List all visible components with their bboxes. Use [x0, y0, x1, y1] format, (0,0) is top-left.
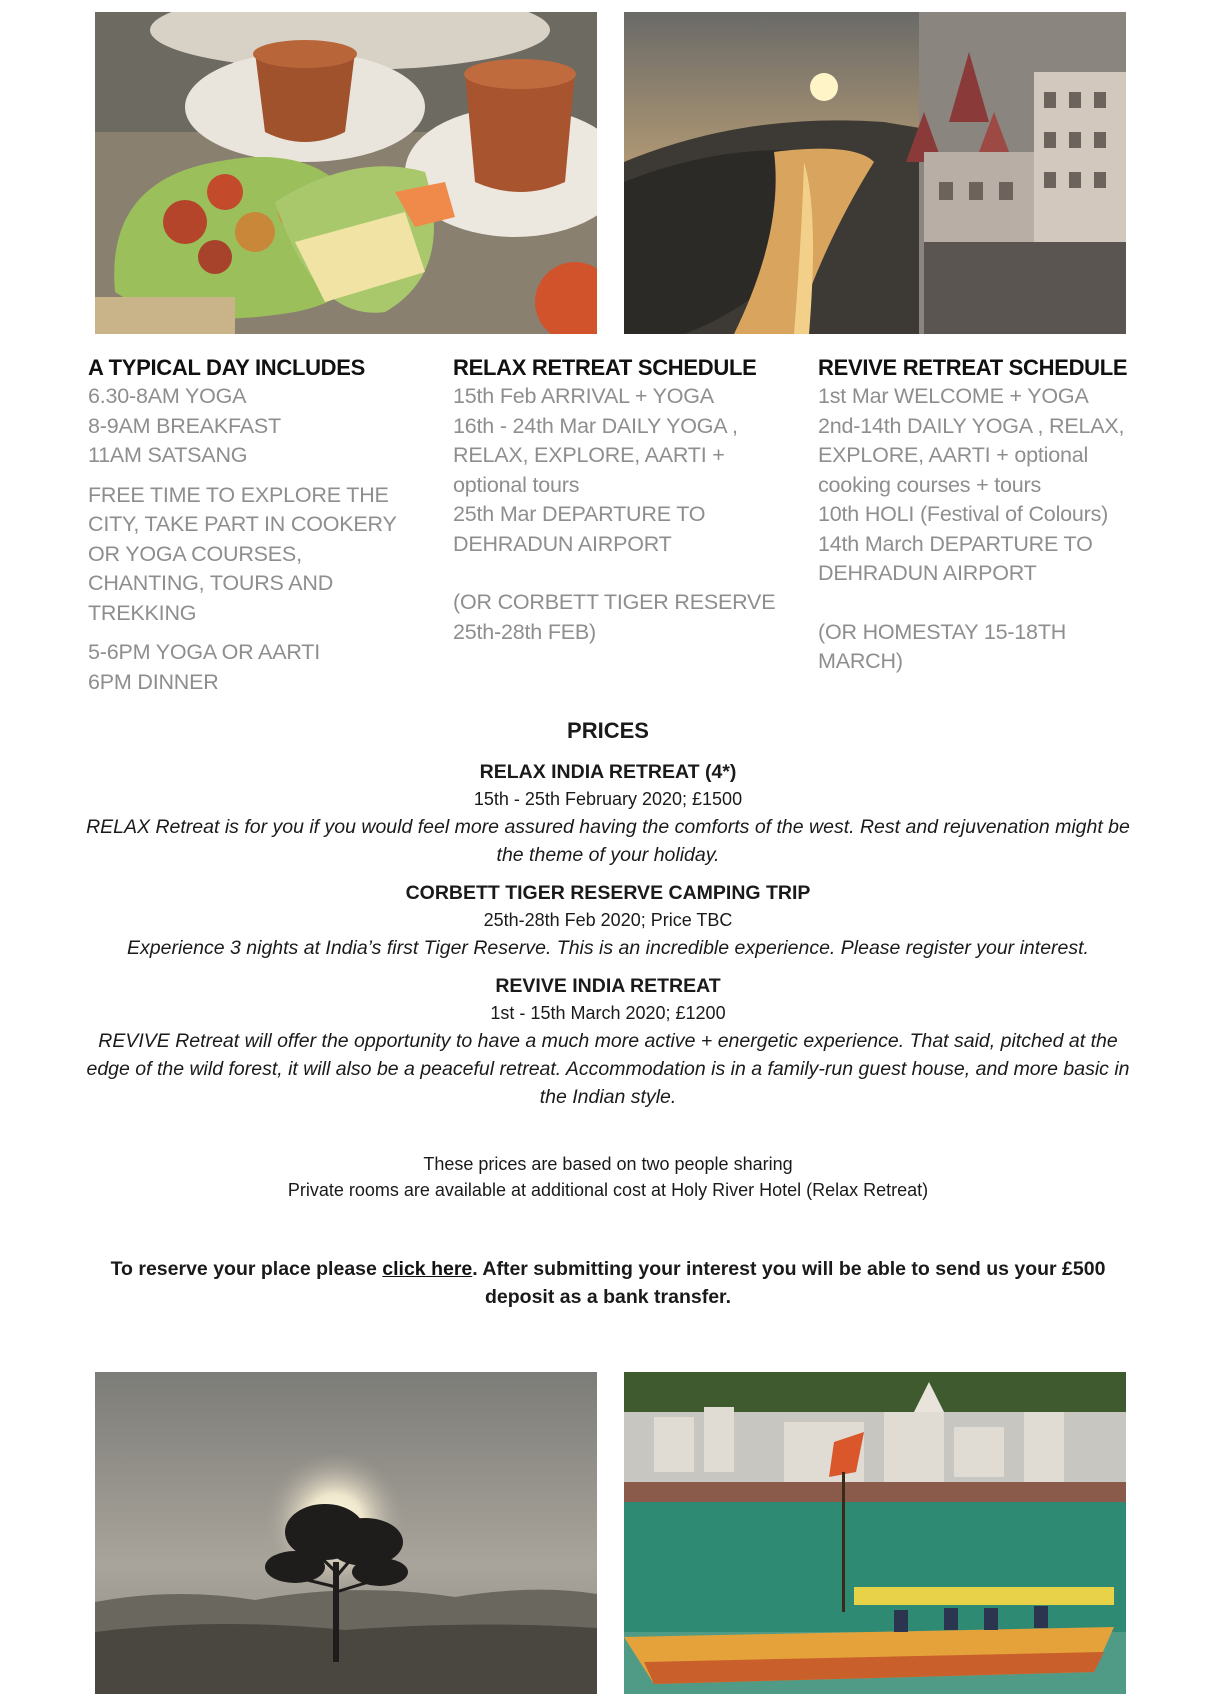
revive-extra-line: MARCH) — [818, 649, 903, 673]
schedule-line: 11AM SATSANG — [88, 443, 248, 467]
free-time-line: TREKKING — [88, 600, 197, 625]
reserve-paragraph — [80, 1255, 1136, 1311]
river-boat-photo — [624, 1372, 1126, 1694]
revive-extra-line: (OR HOMESTAY 15-18TH — [818, 619, 1067, 644]
revive-schedule-line: 2nd-14th DAILY YOGA , RELAX, — [818, 413, 1125, 438]
free-time-line: CITY, TAKE PART IN COOKERY — [88, 512, 397, 536]
evening-line: 6PM DINNER — [88, 669, 219, 694]
typical-day-column — [88, 355, 423, 697]
private-room-note: Private rooms are available at additional cost at Holy River Hotel (Relax Retreat) — [287, 1180, 929, 1200]
revive-schedule-line: 10th HOLI (Festival of Colours) — [818, 502, 1109, 526]
reserve-text-after: . After submitting your interest you will be able to send us your £500 deposit as a bank transfer. — [472, 1258, 1106, 1308]
prices-section — [80, 718, 1136, 1311]
relax-schedule-line: RELAX, EXPLORE, AARTI + — [453, 443, 725, 467]
relax-schedule-column — [453, 355, 788, 647]
relax-schedule-line: 16th - 24th Mar DAILY YOGA , — [453, 413, 738, 438]
free-time-line: FREE TIME TO EXPLORE THE — [88, 482, 389, 507]
relax-retreat-date: 15th - 25th February 2020; £1500 — [473, 789, 743, 809]
free-time-line: CHANTING, TOURS AND — [88, 571, 334, 595]
typical-day-heading: A TYPICAL DAY INCLUDES — [88, 355, 366, 380]
river-sunset-photo — [624, 12, 1126, 334]
relax-retreat-desc: RELAX Retreat is for you if you would feel more assured having the comforts of the west. Rest and rejuvenation might be the theme of your holiday. — [86, 816, 1130, 866]
revive-schedule-line: DEHRADUN AIRPORT — [818, 561, 1037, 585]
revive-schedule-line: cooking courses + tours — [818, 472, 1042, 497]
prices-title: PRICES — [567, 718, 649, 743]
revive-schedule-line: 14th March DEPARTURE TO — [818, 531, 1093, 556]
corbett-trip-date: 25th-28th Feb 2020; Price TBC — [483, 910, 733, 930]
relax-extra-line: 25th-28th FEB) — [453, 619, 596, 644]
revive-retreat-desc: REVIVE Retreat will offer the opportunity to have a much more active + energetic experience. That said, pitched at the edge of the wild forest, it will also be a peaceful retreat. Accommodation is in a family-run guest house, and more basic in the Indian style. — [86, 1030, 1130, 1108]
relax-retreat-title: RELAX INDIA RETREAT (4*) — [479, 761, 737, 783]
relax-extra-line: (OR CORBETT TIGER RESERVE — [453, 590, 776, 614]
relax-schedule-line: optional tours — [453, 472, 580, 497]
revive-retreat-date: 1st - 15th March 2020; £1200 — [490, 1003, 726, 1023]
revive-retreat-title: REVIVE INDIA RETREAT — [495, 975, 721, 997]
free-time-line: OR YOGA COURSES, — [88, 541, 302, 566]
revive-schedule-heading: REVIVE RETREAT SCHEDULE — [818, 355, 1128, 380]
sharing-note: These prices are based on two people sharing — [423, 1154, 793, 1174]
schedule-line: 8-9AM BREAKFAST — [88, 413, 281, 438]
relax-schedule-line: DEHRADUN AIRPORT — [453, 531, 672, 556]
corbett-trip-desc: Experience 3 nights at India’s first Tiger Reserve. This is an incredible experience. Please register your interest. — [127, 937, 1089, 959]
corbett-trip-title: CORBETT TIGER RESERVE CAMPING TRIP — [405, 882, 811, 904]
relax-schedule-line: 15th Feb ARRIVAL + YOGA — [453, 384, 714, 408]
evening-line: 5-6PM YOGA OR AARTI — [88, 640, 320, 664]
click-here-link[interactable]: click here — [382, 1258, 473, 1280]
reserve-text-before: To reserve your place please — [110, 1258, 383, 1280]
schedule-line: 6.30-8AM YOGA — [88, 384, 247, 408]
misty-tree-photo — [95, 1372, 597, 1694]
relax-schedule-line: 25th Mar DEPARTURE TO — [453, 502, 706, 526]
revive-schedule-line: 1st Mar WELCOME + YOGA — [818, 384, 1089, 408]
revive-schedule-line: EXPLORE, AARTI + optional — [818, 443, 1089, 467]
revive-schedule-column — [818, 355, 1153, 677]
relax-schedule-heading: RELAX RETREAT SCHEDULE — [453, 355, 757, 380]
breakfast-photo — [95, 12, 597, 334]
